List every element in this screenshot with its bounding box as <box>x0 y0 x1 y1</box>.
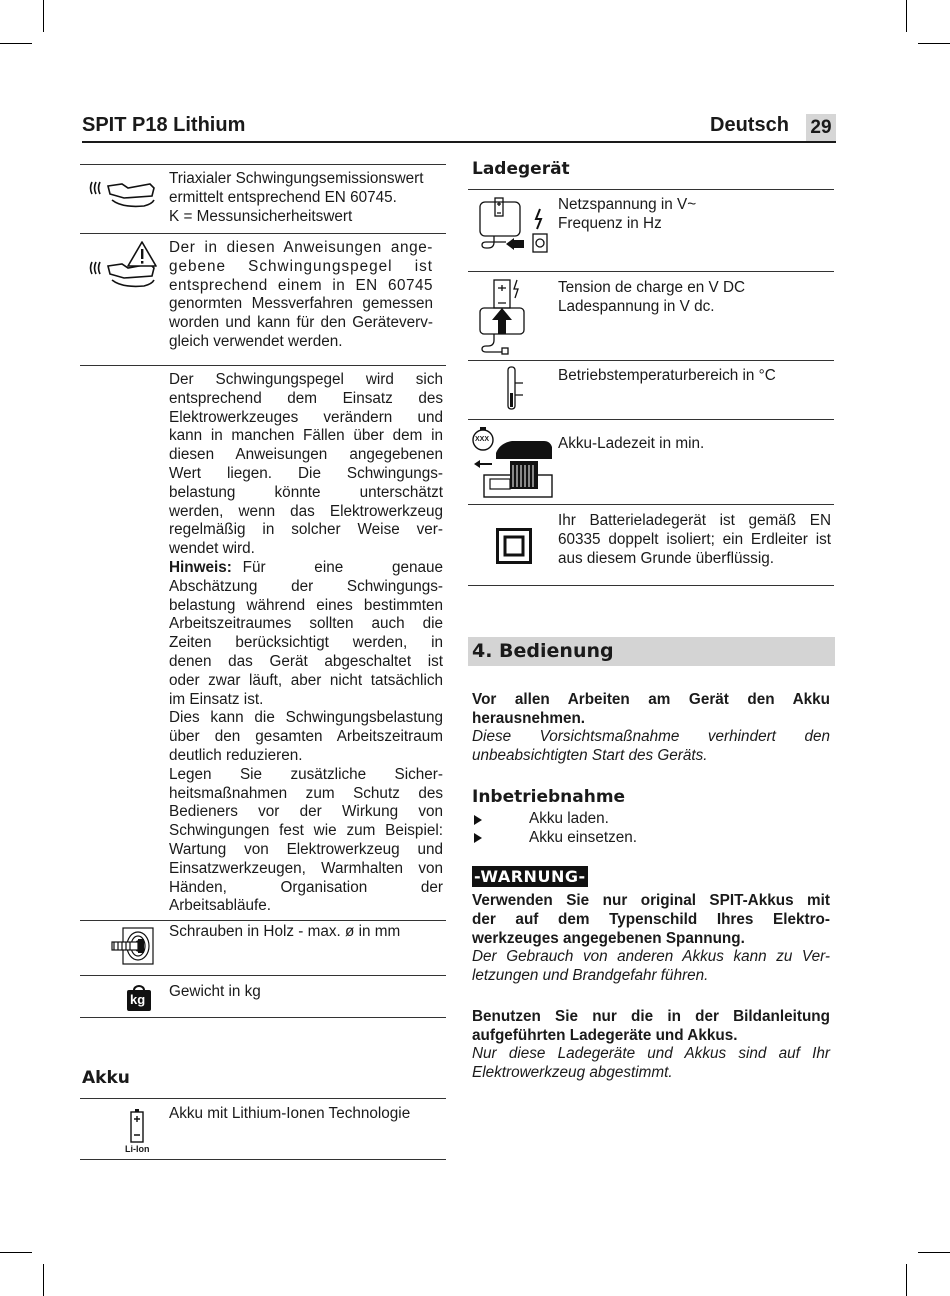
text-line: belastung während eines bestimmten <box>169 596 443 614</box>
step-item: Akku einsetzen. <box>529 829 637 846</box>
vibration-warning-icon <box>88 240 160 296</box>
text-line: Händen, Organisation der <box>169 878 443 896</box>
text-line: Der Gebrauch von anderen Akkus kann zu Ver- <box>472 948 830 965</box>
ladegeraet-heading: Ladegerät <box>472 159 570 179</box>
text-line: im Einsatz ist. <box>169 690 264 708</box>
text-line: Elektrowerkzeug abgestimmt. <box>472 1063 673 1081</box>
text-line: belastung könnte unterschätzt <box>169 483 443 501</box>
text-line: aufgeführten Ladegeräte und Akkus. <box>472 1026 738 1044</box>
table-rule <box>468 504 834 505</box>
timer-label: XXX <box>475 436 490 443</box>
text-line: denen das Gerät abgeschaltet ist <box>169 652 443 670</box>
row-text <box>169 170 445 226</box>
double-insulation-icon <box>496 528 532 564</box>
vibration-paragraph <box>169 371 443 916</box>
text-line: Zeiten berücksichtigt werden, in <box>169 634 443 652</box>
table-rule <box>468 419 834 420</box>
text-line: Für eine genaue <box>242 558 443 576</box>
text-line: K = Messunsicherheitswert <box>169 207 353 225</box>
text-line: diesen Anweisungen angegebenen <box>169 446 443 464</box>
text-line: aus diesem Grunde überflüssig. <box>558 549 774 567</box>
table-rule <box>80 1017 446 1018</box>
table-rule <box>80 920 446 921</box>
row-text <box>558 279 834 317</box>
text-line: herausnehmen. <box>472 709 586 727</box>
text-line: Der Schwingungspegel wird sich <box>169 371 443 388</box>
text-line: letzungen und Brandgefahr führen. <box>472 966 709 984</box>
text-line: werden, wenn das Elektrowerkzeug <box>169 502 443 520</box>
text-line: Verwenden Sie nur original SPIT-Akkus mit <box>472 892 830 909</box>
mains-voltage-icon <box>476 194 552 258</box>
text-line: Tension de charge en V DC <box>558 279 746 296</box>
crop-mark <box>906 0 907 32</box>
text-line: kann in manchen Fällen über dem in <box>169 427 443 445</box>
text-line: gebene Schwingungspegel ist <box>169 257 433 275</box>
text-line: entsprechend einem in EN 60745 <box>169 276 433 294</box>
row-text <box>558 196 834 234</box>
text-line: werkzeuges angegebenen Spannung. <box>472 929 745 947</box>
text-line: Diese Vorsichtsmaßnahme verhindert den <box>472 728 830 745</box>
table-rule <box>80 975 446 976</box>
instruction-note <box>472 728 830 766</box>
text-line: Arbeitszeitraumes sollten auch die <box>169 615 443 633</box>
warning-bold <box>472 1008 830 1046</box>
text-line: Legen Sie zusätzliche Sicher- <box>169 765 443 783</box>
header-rule <box>82 141 836 143</box>
table-rule <box>468 271 834 272</box>
table-rule <box>80 233 446 234</box>
crop-mark <box>43 1264 44 1296</box>
crop-mark <box>918 1252 950 1253</box>
text-line: worden und kann für den Geräteverv- <box>169 314 433 332</box>
crop-mark <box>43 0 44 32</box>
page-number: 29 <box>806 114 836 141</box>
text-line: unbeabsichtigten Start des Geräts. <box>472 746 708 764</box>
table-rule <box>80 164 446 165</box>
text-line: Dies kann die Schwingungsbelastung <box>169 709 443 727</box>
temperature-text: Betriebstemperaturbereich in °C <box>558 367 776 384</box>
text-line: Arbeitsabläufe. <box>169 897 272 915</box>
table-rule <box>468 360 834 361</box>
warning-note <box>472 948 830 986</box>
crop-mark <box>906 1264 907 1296</box>
warning-bold <box>472 892 830 948</box>
vibration-hand-icon <box>88 170 158 214</box>
language-label: Deutsch <box>710 114 789 136</box>
text-line: 60335 doppelt isoliert; ein Erdleiter ist <box>558 530 831 548</box>
weight-text: Gewicht in kg <box>169 983 261 1000</box>
screw-text: Schrauben in Holz - max. ø in mm <box>169 923 401 940</box>
table-rule <box>80 365 446 366</box>
text-line: Der in diesen Anweisungen ange- <box>169 239 433 256</box>
wood-screw-icon <box>111 924 157 970</box>
text-line: Vor allen Arbeiten am Gerät den Akku <box>472 691 830 708</box>
bedienung-heading: 4. Bedienung <box>472 640 614 662</box>
inbetriebnahme-heading: Inbetriebnahme <box>472 787 626 807</box>
table-rule <box>468 585 834 586</box>
li-ion-label: Li-Ion <box>125 1144 150 1154</box>
battery-li-ion-icon <box>128 1108 146 1144</box>
text-line: Elektrowerkzeuges verändern und <box>169 408 443 426</box>
text-line: Benutzen Sie nur die in der Bildanleitung <box>472 1008 830 1025</box>
document-title: SPIT P18 Lithium <box>82 114 246 136</box>
bullet-arrow-icon <box>474 833 482 843</box>
hinweis-line <box>169 559 443 578</box>
text-line: gleich verwendet werden. <box>169 332 343 350</box>
thermometer-icon <box>500 365 530 415</box>
akku-heading: Akku <box>82 1068 130 1088</box>
text-line: heitsmaßnahmen zum Schutz des <box>169 784 443 802</box>
text-line: über den gesamten Arbeitszeitraum <box>169 728 443 746</box>
row-text <box>169 239 433 352</box>
charge-voltage-icon <box>476 276 536 356</box>
text-line: Abschätzung der Schwingungs- <box>169 577 443 595</box>
akku-text: Akku mit Lithium-Ionen Technologie <box>169 1105 411 1122</box>
text-line: oder zwar läuft, aber nicht tatsächlich <box>169 671 443 689</box>
text-line: Nur diese Ladegeräte und Akkus sind auf Ihr <box>472 1045 830 1062</box>
bullet-arrow-icon <box>474 815 482 825</box>
text-line: Ihr Batterieladegerät ist gemäß EN <box>558 512 831 529</box>
text-line: Wartung von Elektrowerkzeug und <box>169 840 443 858</box>
text-line: wendet wird. <box>169 540 255 558</box>
text-line: regelmäßig in solcher Weise ver- <box>169 521 443 539</box>
text-line: Wert liegen. Die Schwingungs- <box>169 464 443 482</box>
weight-icon-label: kg <box>130 992 146 1007</box>
text-line: deutlich reduzieren. <box>169 746 303 764</box>
table-rule <box>80 1159 446 1160</box>
warning-badge: -WARNUNG- <box>474 867 586 886</box>
text-line: Netzspannung in V~ <box>558 196 697 213</box>
instruction-bold <box>472 691 830 729</box>
text-line: der auf dem Typenschild Ihres Elektro- <box>472 910 830 928</box>
warning-note <box>472 1045 830 1083</box>
charging-time-text: Akku-Ladezeit in min. <box>558 435 705 452</box>
text-line: ermittelt entsprechend EN 60745. <box>169 188 397 206</box>
text-line: genormten Messverfahren gemessen <box>169 295 433 313</box>
crop-mark <box>918 43 950 44</box>
text-line: Schwingungen fest wie zum Beispiel: <box>169 822 443 840</box>
crop-mark <box>0 1252 32 1253</box>
text-line: Frequenz in Hz <box>558 214 662 232</box>
table-rule <box>80 1098 446 1099</box>
text-line: entsprechend dem Einsatz des <box>169 389 443 407</box>
text-line: Ladespannung in V dc. <box>558 297 715 315</box>
row-text <box>558 512 831 568</box>
table-rule <box>468 189 834 190</box>
step-item: Akku laden. <box>529 810 609 827</box>
text-line: Einsatzwerkzeugen, Warmhalten von <box>169 859 443 877</box>
crop-mark <box>0 43 32 44</box>
hinweis-label: Hinweis: <box>169 558 232 576</box>
text-line: Bedieners vor der Wirkung von <box>169 803 443 821</box>
text-line: Triaxialer Schwingungsemissionswert <box>169 170 424 187</box>
